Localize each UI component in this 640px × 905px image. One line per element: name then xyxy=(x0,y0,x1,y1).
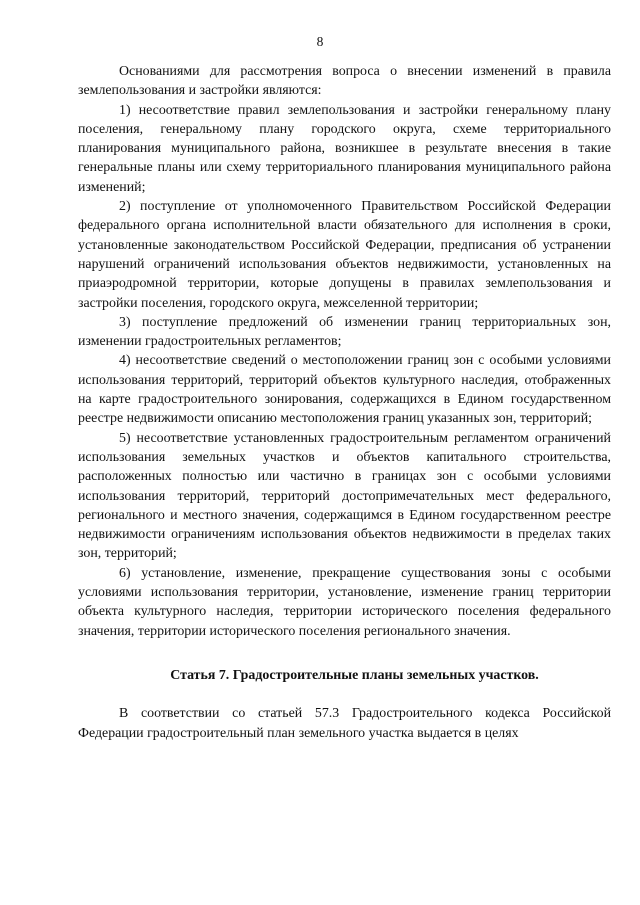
paragraph-intro: Основаниями для рассмотрения вопроса о внесении изменений в правила землепользования и застройки являются: xyxy=(78,64,611,99)
article-heading: Статья 7. Градостроительные планы земельных участков. xyxy=(170,667,539,683)
page-number: 8 xyxy=(316,34,324,49)
paragraph-item-4: 4) несоответствие сведений о местоположении границ зон с особыми условиями использования территорий, территорий объектов культурного наследия, отображенных на карте градостроительного зонирования, содержащихся в Едином государственном реестре недвижимости описанию местоположения границ указанных зон, территорий; xyxy=(78,353,611,427)
paragraph-item-5: 5) несоответствие установленных градостроительным регламентом ограничений использования земельных участков и объектов капитального строительства, расположенных полностью или частично в границах зон с особыми условиями использования территорий, территорий достопримечательных мест федерального, регионального и местного значения, содержащимся в Едином государственном реестре недвижимости ограничениям использования объектов недвижимости в пределах таких зон, территорий; xyxy=(78,430,611,562)
paragraph-item-1: 1) несоответствие правил землепользования и застройки генеральному плану поселения, генеральному плану городского округа, схеме территориального планирования муниципального района, возникшее в результате внесения в такие генеральные планы или схему территориального планирования муниципального района изменений; xyxy=(78,102,611,195)
paragraph-item-3: 3) поступление предложений об изменении границ территориальных зон, изменении градостроительных регламентов; xyxy=(78,314,611,350)
paragraph-article-7-intro: В соответствии со статьей 57.3 Градостроительного кодекса Российской Федерации градостроительный план земельного участка выдается в целях xyxy=(78,706,611,741)
paragraph-item-6: 6) установление, изменение, прекращение существования зоны с особыми условиями использования территории, установление, изменение границ территории объекта культурного наследия, территории исторического поселения федерального значения, территории исторического поселения регионального значения. xyxy=(78,565,611,639)
paragraph-item-2: 2) поступление от уполномоченного Правительством Российской Федерации федерального органа исполнительной власти обязательного для исполнения в сроки, установленные законодательством Российской Федерации, предписания об устранении нарушений ограничений использования объектов недвижимости, установленных на приаэродромной территории, которые допущены в правилах землепользования и застройки поселения, городского округа, межселенной территории; xyxy=(78,199,611,311)
document-body xyxy=(78,62,611,743)
